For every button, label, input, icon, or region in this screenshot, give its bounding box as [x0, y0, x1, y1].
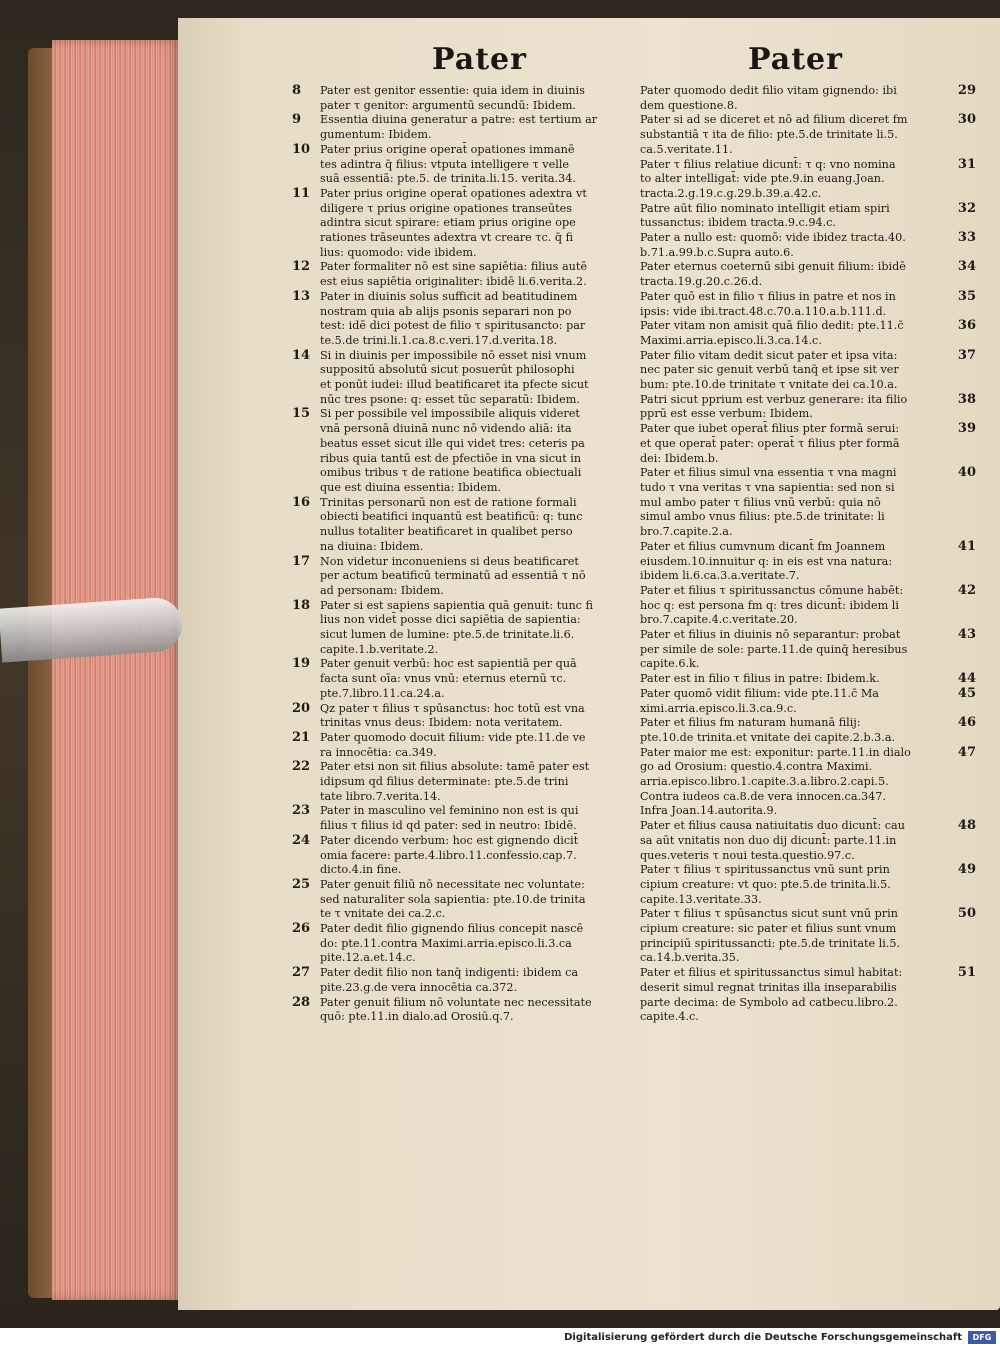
- entry-number: 12: [292, 259, 311, 275]
- index-entry: [292, 731, 637, 760]
- entry-number: 48: [957, 818, 976, 834]
- entry-text: Pater dicendo verbum: hoc est gignendo dicit̄ omia facere: parte.4.libro.11.confessio.cap.7. dicto.4.in fine.: [320, 833, 579, 877]
- index-entry: [292, 143, 637, 187]
- index-entry: [640, 687, 976, 716]
- entry-number: 19: [292, 656, 311, 672]
- entry-number: 17: [292, 553, 311, 569]
- index-entry: [292, 804, 637, 833]
- entry-number: 43: [957, 627, 976, 643]
- entry-number: 46: [957, 715, 976, 731]
- entry-number: 11: [292, 185, 311, 201]
- entry-number: 39: [957, 421, 976, 437]
- entry-number: 25: [292, 876, 311, 892]
- entry-number: 21: [292, 729, 311, 745]
- index-entry: [640, 966, 976, 1025]
- index-entry: [292, 290, 637, 349]
- entry-number: 38: [957, 391, 976, 407]
- entry-number: 13: [292, 288, 311, 304]
- entry-number: 29: [957, 83, 976, 98]
- entry-number: 35: [957, 288, 976, 304]
- entry-number: 50: [957, 906, 976, 922]
- entry-number: 26: [292, 921, 311, 937]
- index-entry: [640, 113, 976, 157]
- index-entry: [640, 158, 976, 202]
- entry-text: Trinitas personarū non est de ratione formali obiecti beatifici inquantū est beatificū: q: tunc nullus totaliter beatificaret in qualibet perso na diuina: Ibidem.: [320, 495, 583, 553]
- index-entry: [640, 672, 976, 687]
- entry-number: 14: [292, 347, 311, 363]
- entry-text: Non videtur inconueniens si deus beatificaret per actum beatificū terminatū ad essentiā τ nō ad personam: Ibidem.: [320, 554, 586, 597]
- entry-number: 8: [292, 83, 302, 98]
- entry-number: 34: [957, 259, 976, 275]
- entry-number: 36: [957, 318, 976, 334]
- index-entry: [640, 907, 976, 966]
- index-entry: [292, 922, 637, 966]
- entry-number: 45: [957, 685, 976, 701]
- entry-text: Pater filio vitam dedit sicut pater et ipsa vita: nec pater sic genuit verbū tanq̄ et ipse sit ver bum: pte.10.de trinitate τ vnitate dei ca.10.a.: [640, 348, 899, 392]
- entry-text: Pater et filius causa natiuitatis duo dicunt̄: cau sa aūt vnitatis non duo dij dicunt̄: parte.11.in ques.veteris τ noui testa.questio.97.c.: [640, 819, 905, 862]
- entry-text: Pater dedit filio non tanq̄ indigenti: ibidem ca pite.23.g.de vera innocētia ca.372.: [320, 966, 579, 994]
- index-entry: [640, 260, 976, 289]
- index-entry: [292, 599, 637, 658]
- entry-text: Pater vitam non amisit quā filio dedit: pte.11.c̄ Maximi.arria.episco.li.3.ca.14.c.: [640, 319, 904, 347]
- right-column: [640, 84, 976, 1025]
- entry-text: Pater prius origine operat̄ opationes immanē tes adintra q̄ filius: vtputa intelligere τ velle suā essentiā: pte.5. de trinita.li.15. verita.34.: [320, 142, 576, 186]
- index-entry: [292, 349, 637, 408]
- entry-text: Pater τ filius τ spūsanctus sicut sunt vnū prin cipium creature: sic pater et filius sunt vnum principiū spiritussancti: pte.5.de trinitate li.5. ca.14.b.verita.35.: [640, 907, 901, 965]
- index-entry: [640, 716, 976, 745]
- index-entry: [640, 290, 976, 319]
- entry-number: 18: [292, 597, 311, 613]
- entry-number: 15: [292, 406, 311, 422]
- index-entry: [292, 760, 637, 804]
- footer-bar: [0, 1328, 1000, 1348]
- index-entry: [292, 996, 637, 1025]
- index-entry: [292, 260, 637, 289]
- index-entry: [292, 113, 637, 142]
- index-entry: [292, 834, 637, 878]
- entry-text: Pater quomō vidit filium: vide pte.11.c̄ Ma ximi.arria.episco.li.3.ca.9.c.: [640, 686, 879, 715]
- index-entry: [640, 466, 976, 540]
- entry-text: Pater et filius simul vna essentia τ vna magni tudo τ vna veritas τ vna sapientia: sed non si mul ambo pater τ filius vnū verbū: quia nō simul ambo vnus filius: pte.5.de trinitate: li bro.7.capite.2.a.: [640, 466, 897, 539]
- index-entry: [292, 496, 637, 555]
- entry-text: Pater et filius in diuinis nō separantur: probat per simile de sole: parte.11.de quinq̄ heresibus capite.6.k.: [640, 628, 908, 671]
- entry-text: Pater que iubet operat̄ filius pter formā serui: et que operat̄ pater: operat̄ τ filius pter formā dei: Ibidem.b.: [640, 422, 900, 465]
- index-entry: [292, 702, 637, 731]
- index-entry: [640, 393, 976, 422]
- index-entry: [640, 422, 976, 466]
- entry-text: Pater dedit filio gignendo filius concepit nascē do: pte.11.contra Maximi.arria.episco.li.3.ca pite.12.a.et.14.c.: [320, 922, 584, 965]
- entry-number: 28: [292, 994, 311, 1010]
- index-entry: [292, 878, 637, 922]
- index-entry: [640, 202, 976, 231]
- entry-text: Pater in masculino vel feminino non est is qui filius τ filius id qd pater: sed in neutro: Ibidē.: [320, 804, 579, 833]
- entry-number: 40: [957, 465, 976, 481]
- entry-text: Pater quō est in filio τ filius in patre et nos in ipsis: vide ibi.tract.48.c.70.a.110.a.b.111.d.: [640, 289, 896, 318]
- index-entry: [292, 657, 637, 701]
- entry-text: Pater genuit filium nō voluntate nec necessitate quō: pte.11.in dialo.ad Orosiū.q.7.: [320, 995, 592, 1024]
- index-entry: [640, 863, 976, 907]
- index-entry: [640, 231, 976, 260]
- entry-number: 47: [957, 744, 976, 760]
- entry-number: 20: [292, 700, 311, 716]
- entry-number: 33: [957, 230, 976, 246]
- index-entry: [292, 187, 637, 261]
- entry-text: Qz pater τ filius τ spūsanctus: hoc totū est vna trinitas vnus deus: Ibidem: nota veritatem.: [320, 701, 585, 730]
- entry-text: Pater a nullo est: quomō: vide ibidez tracta.40. b.71.a.99.b.c.Supra auto.6.: [640, 231, 906, 259]
- running-head-right: Pater: [748, 42, 843, 77]
- entry-text: Pater etsi non sit filius absolute: tamē pater est idipsum qd filius determinate: pte.5.de trini tate libro.7.verita.14.: [320, 760, 590, 803]
- entry-text: Si in diuinis per impossibile nō esset nisi vnum suppositū absolutū sicut posuerūt philosophi et ponūt iudei: illud beatificaret ita pfecte sicut nūc tres psone: q: esset tūc separatū: Ibidem.: [320, 348, 589, 406]
- entry-text: Pater et filius fm naturam humanā filij: pte.10.de trinita.et vnitate dei capite.2.b.3.a.: [640, 716, 896, 744]
- entry-text: Pater quomodo dedit filio vitam gignendo: ibi dem questione.8.: [640, 84, 897, 112]
- index-entry: [640, 349, 976, 393]
- entry-text: Si per possibile vel impossibile aliquis videret vnā personā diuinā nunc nō videndo aliā: ita beatus esset sicut ille qui videt tres: ceteris pa ribus quia tantū est de pfectiōe in vna sicut in omibus tribus τ de ratione beatifica obiectuali que est diuina essentia: Ibidem.: [320, 407, 585, 494]
- entry-number: 16: [292, 494, 311, 510]
- entry-text: Patri sicut pprium est verbuz generare: ita filio pprū est esse verbum: Ibidem.: [640, 392, 908, 421]
- entry-number: 9: [292, 112, 302, 128]
- entry-text: Pater et filius cumvnum dicant̄ fm Joannem eiusdem.10.innuitur q: in eis est vna natura: ibidem li.6.ca.3.a.veritate.7.: [640, 539, 893, 583]
- index-entry: [640, 540, 976, 584]
- index-entry: [640, 319, 976, 348]
- entry-number: 32: [957, 200, 976, 216]
- entry-number: 49: [957, 862, 976, 878]
- funding-credit: Digitalisierung gefördert durch die Deutsche Forschungsgemeinschaft: [564, 1332, 962, 1343]
- entry-text: Patre aūt filio nominato intelligit etiam spiri tussanctus: ibidem tracta.9.c.94.c.: [640, 201, 890, 230]
- entry-number: 30: [957, 112, 976, 128]
- entry-text: Pater maior me est: exponitur: parte.11.in dialo go ad Orosium: questio.4.contra Maximi. arria.episco.libro.1.capite.3.a.libro.2.capi.5. Contra iudeos ca.8.de vera innocen.ca.347. Infra Joan.14.autorita.9.: [640, 745, 911, 818]
- index-entry: [640, 819, 976, 863]
- entry-text: Essentia diuina generatur a patre: est tertium ar gumentum: Ibidem.: [320, 113, 598, 142]
- running-head-left: Pater: [432, 42, 527, 77]
- entry-number: 22: [292, 759, 311, 775]
- entry-number: 51: [957, 965, 976, 981]
- entry-text: Pater et filius et spiritussanctus simul habitat: deserit simul regnat trinitas illa inseparabilis parte decima: de Symbolo ad catbecu.libro.2. capite.4.c.: [640, 966, 903, 1024]
- index-entry: [292, 407, 637, 495]
- entry-number: 31: [957, 156, 976, 172]
- entry-number: 41: [957, 538, 976, 554]
- index-entry: [292, 555, 637, 599]
- entry-text: Pater genuit filiū nō necessitate nec voluntate: sed naturaliter sola sapientia: pte.10.de trinita te τ vnitate dei ca.2.c.: [320, 877, 586, 921]
- entry-text: Pater τ filius τ spiritussanctus vnū sunt prin cipium creature: vt quo: pte.5.de trinita.li.5. capite.13.veritate.33.: [640, 863, 891, 906]
- entry-text: Pater si est sapiens sapientia quā genuit: tunc fi lius non videt̄ posse dici sapiētia de sapientia: sicut lumen de lumine: pte.5.de trinitate.li.6. capite.1.b.veritate.2.: [320, 598, 593, 656]
- entry-text: Pater est in filio τ filius in patre: Ibidem.k.: [640, 672, 880, 686]
- entry-text: Pater si ad se diceret et nō ad filium diceret fm substantiā τ ita de filio: pte.5.de trinitate li.5. ca.5.veritate.11.: [640, 113, 908, 156]
- entry-text: Pater formaliter nō est sine sapiētia: filius autē est eius sapiētia originaliter: ibidē li.6.verita.2.: [320, 260, 587, 289]
- index-entry: [292, 966, 637, 995]
- dfg-logo: DFG: [968, 1331, 996, 1344]
- index-entry: [640, 746, 976, 820]
- entry-number: 10: [292, 141, 311, 157]
- entry-text: Pater et filius τ spiritussanctus cōmune habēt: hoc q: est persona fm q: tres dicunt̄: ibidem li bro.7.capite.4.c.veritate.20.: [640, 583, 904, 627]
- entry-text: Pater genuit verbū: hoc est sapientiā per quā facta sunt oīa: vnus vnū: eternus eternū τc. pte.7.libro.11.ca.24.a.: [320, 657, 577, 700]
- entry-number: 37: [957, 347, 976, 363]
- page-edges: [52, 40, 180, 1300]
- entry-text: Pater eternus coeternū sibi genuit filium: ibidē tracta.19.g.20.c.26.d.: [640, 260, 906, 289]
- entry-number: 23: [292, 803, 311, 819]
- index-entry: [640, 584, 976, 628]
- entry-text: Pater quomodo docuit filium: vide pte.11.de ve ra innocētia: ca.349.: [320, 730, 586, 759]
- entry-text: Pater τ filius relatiue dicunt̄: τ q: vno nomina to alter intelligat̄: vide pte.9.in euang.Joan. tracta.2.g.19.c.g.29.b.39.a.42.c.: [640, 157, 896, 200]
- entry-number: 42: [957, 582, 976, 598]
- index-entry: [640, 628, 976, 672]
- entry-text: Pater in diuinis solus sufficit ad beatitudinem nostram quia ab alijs psonis separari non po test: idē dici potest de filio τ spiritusancto: par te.5.de trini.li.1.ca.8.c.veri.17.d.verita.18.: [320, 289, 586, 347]
- entry-text: Pater est genitor essentie: quia idem in diuinis pater τ genitor: argumentū secundū: Ibidem.: [320, 84, 585, 112]
- left-column: [292, 84, 637, 1025]
- entry-number: 24: [292, 832, 311, 848]
- entry-number: 44: [957, 671, 976, 687]
- entry-number: 27: [292, 965, 311, 981]
- index-entry: [640, 84, 976, 113]
- index-entry: [292, 84, 637, 113]
- entry-text: Pater prius origine operat̄ opationes adextra vt diligere τ prius origine opationes transeūtes adintra sicut spirare: etiam prius origine ope rationes trāseuntes adextra vt creare τc. q̄ fi lius: quomodo: vide ibidem.: [320, 186, 587, 259]
